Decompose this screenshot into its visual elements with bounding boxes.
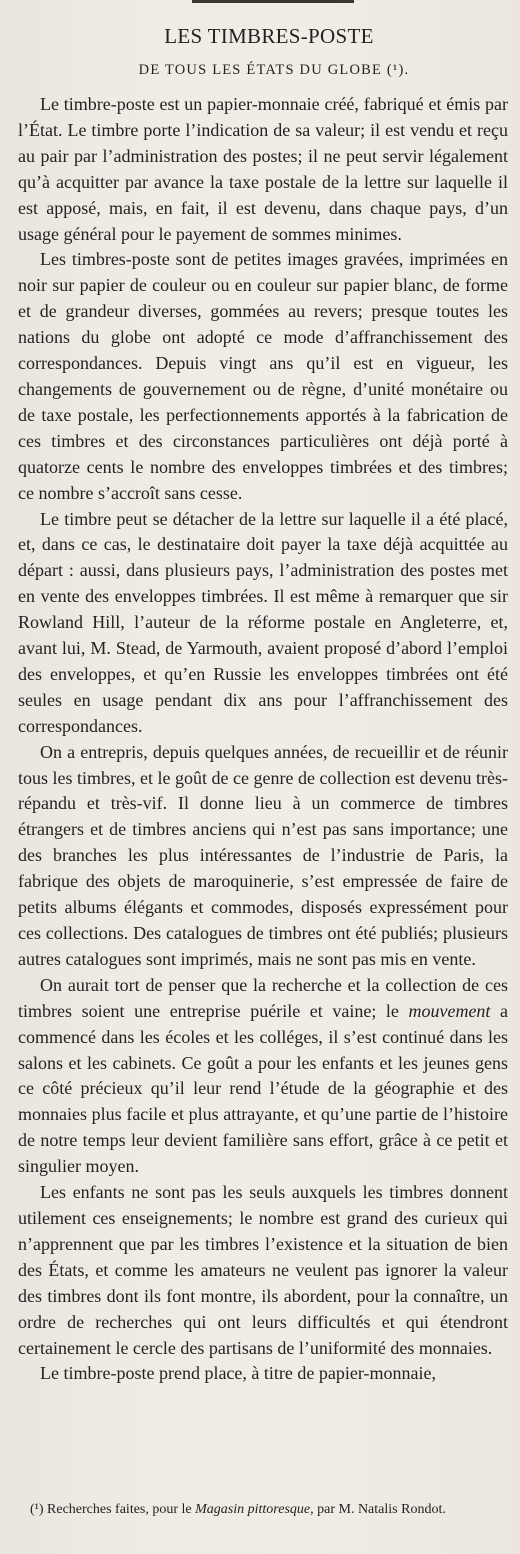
paragraph-4: On a entrepris, depuis quelques années, de recueillir et de réunir tous les timbres, et le goût de ce genre de collection est devenu très-répandu et très-vif. Il donne lieu à un commerce de timbres étrangers et de timbres anciens qui n’est pas sans importance; une des branches les plus intéressantes de l’industrie de Paris, la fabrique des objets de maroquinerie, s’est empressée de faire de petits albums élégants et commodes, disposés expressément pour ces collections. Des catalogues de timbres ont été publiés; plusieurs autres catalogues sont imprimés, mais ne sont pas mis en vente. — [18, 741, 508, 969]
paragraph-3: Le timbre peut se détacher de la lettre sur laquelle il a été placé, et, dans ce cas, le destinataire doit payer la taxe déjà acquittée au départ : aussi, dans plusieurs pays, l’administration des postes met en vente des enveloppes timbrées. Il est même à remarquer que sir Rowland Hill, l’auteur de la réforme postale en Angleterre, et, avant lui, M. Stead, de Yarmouth, avaient proposé d’abord l’emploi des enveloppes, et qu’en Russie les enveloppes timbrées ont été seules en usage pendant dix ans pour l’affranchissement des correspondances. — [18, 508, 508, 736]
paragraph-6: Les enfants ne sont pas les seuls auxquels les timbres donnent utilement ces enseignements; le nombre est grand des curieux qui n’apprennent que par les timbres l’existence et la situation de bien des États, et comme les amateurs ne veulent pas ignorer la valeur des timbres dont ils font montre, ils abordent, pour la connaître, un ordre de recherches qui ont leurs difficultés et qui étendront certainement le cercle des partisans de l’uniformité des monnaies. — [18, 1182, 508, 1358]
paragraph-5-end: a commencé dans les écoles et les colléges, il s’est continué dans les salons et les cabinets. Ce goût a pour les enfants et les jeunes gens ce côté précieux qu’il leur rend l’étude de la géographie et des monnaies plus facile et plus attrayante, et qu’une partie de l’histoire de notre temps leur devient familière sans effort, grâce à ce petit et singulier moyen. — [18, 1000, 508, 1177]
paragraph-5 — [18, 973, 508, 1180]
subtitle-note-mark: (¹). — [386, 62, 410, 78]
article-body — [18, 92, 508, 1387]
footnote-mark: (¹) — [30, 1502, 44, 1517]
footnote-end: , par M. Natalis Rondot. — [310, 1502, 446, 1517]
paragraph-2: Les timbres-poste sont de petites images gravées, imprimées en noir sur papier de couleur ou en couleur sur papier blanc, de forme et de grandeur diverses, gommées au revers; presque toutes les nations du globe ont adopté ce mode d’affranchissement des correspondances. Depuis vingt ans qu’il est en vigueur, les changements de gouvernement ou de règne, d’unité monétaire ou de taxe postale, les perfectionnements apportés à la fabrication de ces timbres et des circonstances particulières ont déjà porté à quatorze cents le nombre des enveloppes timbrées et des timbres; ce nombre s’accroît sans cesse. — [18, 249, 508, 503]
top-rule — [192, 0, 354, 3]
footnote-start: Recherches faites, pour le — [43, 1502, 196, 1517]
article-title: LES TIMBRES-POSTE — [164, 24, 374, 48]
paragraph-5-start: On aurait tort de penser que la recherche et la collection de ces timbres soient une entreprise puérile et vaine; le — [18, 974, 508, 1021]
paragraph-5-emphasis: mouvement — [408, 1000, 491, 1021]
paragraph-7: Le timbre-poste prend place, à titre de papier-monnaie, — [40, 1363, 436, 1384]
paragraph-1: Le timbre-poste est un papier-monnaie créé, fabriqué et émis par l’État. Le timbre porte l’indication de sa valeur; il est vendu et reçu au pair par l’administration des postes; il ne peut servir légalement qu’à acquitter par avance la taxe postale de la lettre sur laquelle il est apposé, mais, en fait, il est devenu, dans chaque pays, d’un usage général pour le payement de sommes minimes. — [18, 94, 508, 244]
article-subtitle — [0, 62, 520, 79]
subtitle-text: DE TOUS LES ÉTATS DU GLOBE — [138, 62, 383, 78]
footnote-emphasis: Magasin pittoresque — [195, 1502, 311, 1517]
footnote — [18, 1500, 508, 1519]
